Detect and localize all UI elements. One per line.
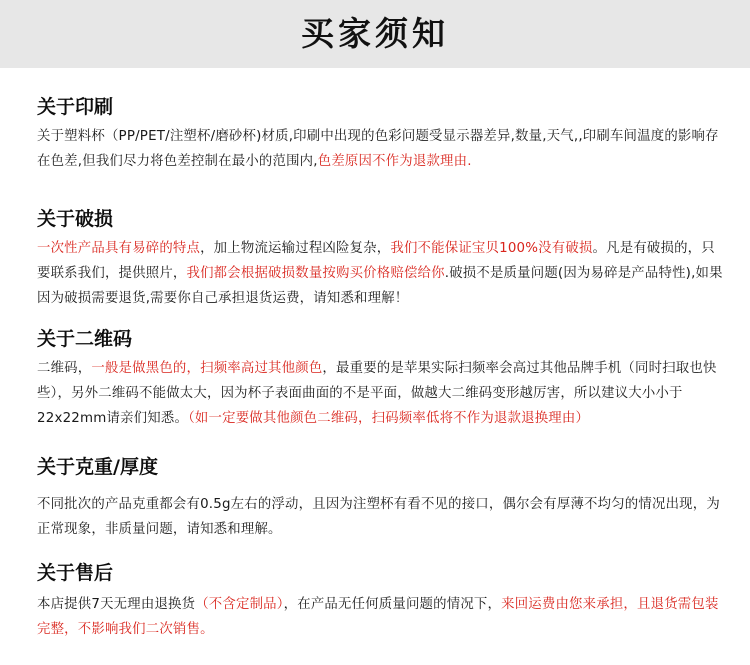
section-damage bbox=[37, 206, 727, 311]
highlight-segment: （不含定制品） bbox=[195, 597, 284, 612]
text-segment: ，在产品无任何质量问题的情况下， bbox=[283, 597, 502, 612]
highlight-segment: 色差原因不作为退款理由. bbox=[317, 154, 472, 169]
section-weight bbox=[37, 454, 727, 542]
section-body bbox=[37, 124, 727, 174]
highlight-segment: 一般是做黑色的，扫频率高过其他颜色 bbox=[91, 361, 323, 376]
text-segment: 。凡是有破损的，只要联系我们，提供照片， bbox=[37, 241, 715, 281]
text-segment: ，最重要的是苹果实际扫频率会高过其他品牌手机（同时扫取也快些），另外二维码不能做太大，因为杯子表面曲面的不是平面，做越大二维码变形越厉害，所以建议大小小于22x22mm请亲们知悉。 bbox=[37, 361, 717, 426]
section-qr-code bbox=[37, 326, 727, 431]
section-body bbox=[37, 356, 727, 431]
text-segment: 本店提供7天无理由退换货 bbox=[37, 597, 196, 612]
text-segment: 二维码， bbox=[37, 361, 92, 376]
section-body bbox=[37, 592, 727, 642]
section-heading: 关于二维码 bbox=[37, 328, 133, 350]
section-heading: 关于破损 bbox=[37, 208, 114, 230]
section-heading: 关于售后 bbox=[37, 562, 114, 584]
highlight-segment: （如一定要做其他颜色二维码，扫码频率低将不作为退款退换理由） bbox=[188, 411, 590, 426]
section-after-sales bbox=[37, 560, 727, 642]
highlight-segment: 我们不能保证宝贝100%没有破损 bbox=[390, 241, 593, 256]
notice-banner bbox=[0, 0, 750, 68]
text-segment: 不同批次的产品克重都会有0.5g左右的浮动，且因为注塑杯有看不见的接口，偶尔会有厚薄不均匀的情况出现，为正常现象，非质量问题，请知悉和理解。 bbox=[37, 497, 720, 537]
section-body bbox=[37, 236, 727, 311]
section-printing bbox=[37, 94, 727, 174]
text-segment: 关于塑料杯（PP/PET/注塑杯/磨砂杯)材质,印刷中出现的色彩问题受显示器差异,数量,天气,,印刷车间温度的影响存在色差,但我们尽力将色差控制在最小的范围内, bbox=[37, 129, 719, 169]
section-heading: 关于克重/厚度 bbox=[37, 456, 158, 478]
text-segment: .破损不是质量问题(因为易碎是产品特性),如果因为破损需要退货,需要你自己承担退货运费，请知悉和理解！ bbox=[37, 266, 723, 306]
section-body bbox=[37, 492, 727, 542]
highlight-segment: 我们都会根据破损数量按购买价格赔偿给你 bbox=[186, 266, 445, 281]
section-heading: 关于印刷 bbox=[37, 96, 114, 118]
highlight-segment: 一次性产品具有易碎的特点 bbox=[37, 241, 201, 256]
text-segment: ，加上物流运输过程凶险复杂， bbox=[200, 241, 391, 256]
highlight-segment: 来回运费由您来承担，且退货需包装完整，不影响我们二次销售。 bbox=[37, 597, 719, 637]
page-title: 买家须知 bbox=[301, 14, 449, 53]
